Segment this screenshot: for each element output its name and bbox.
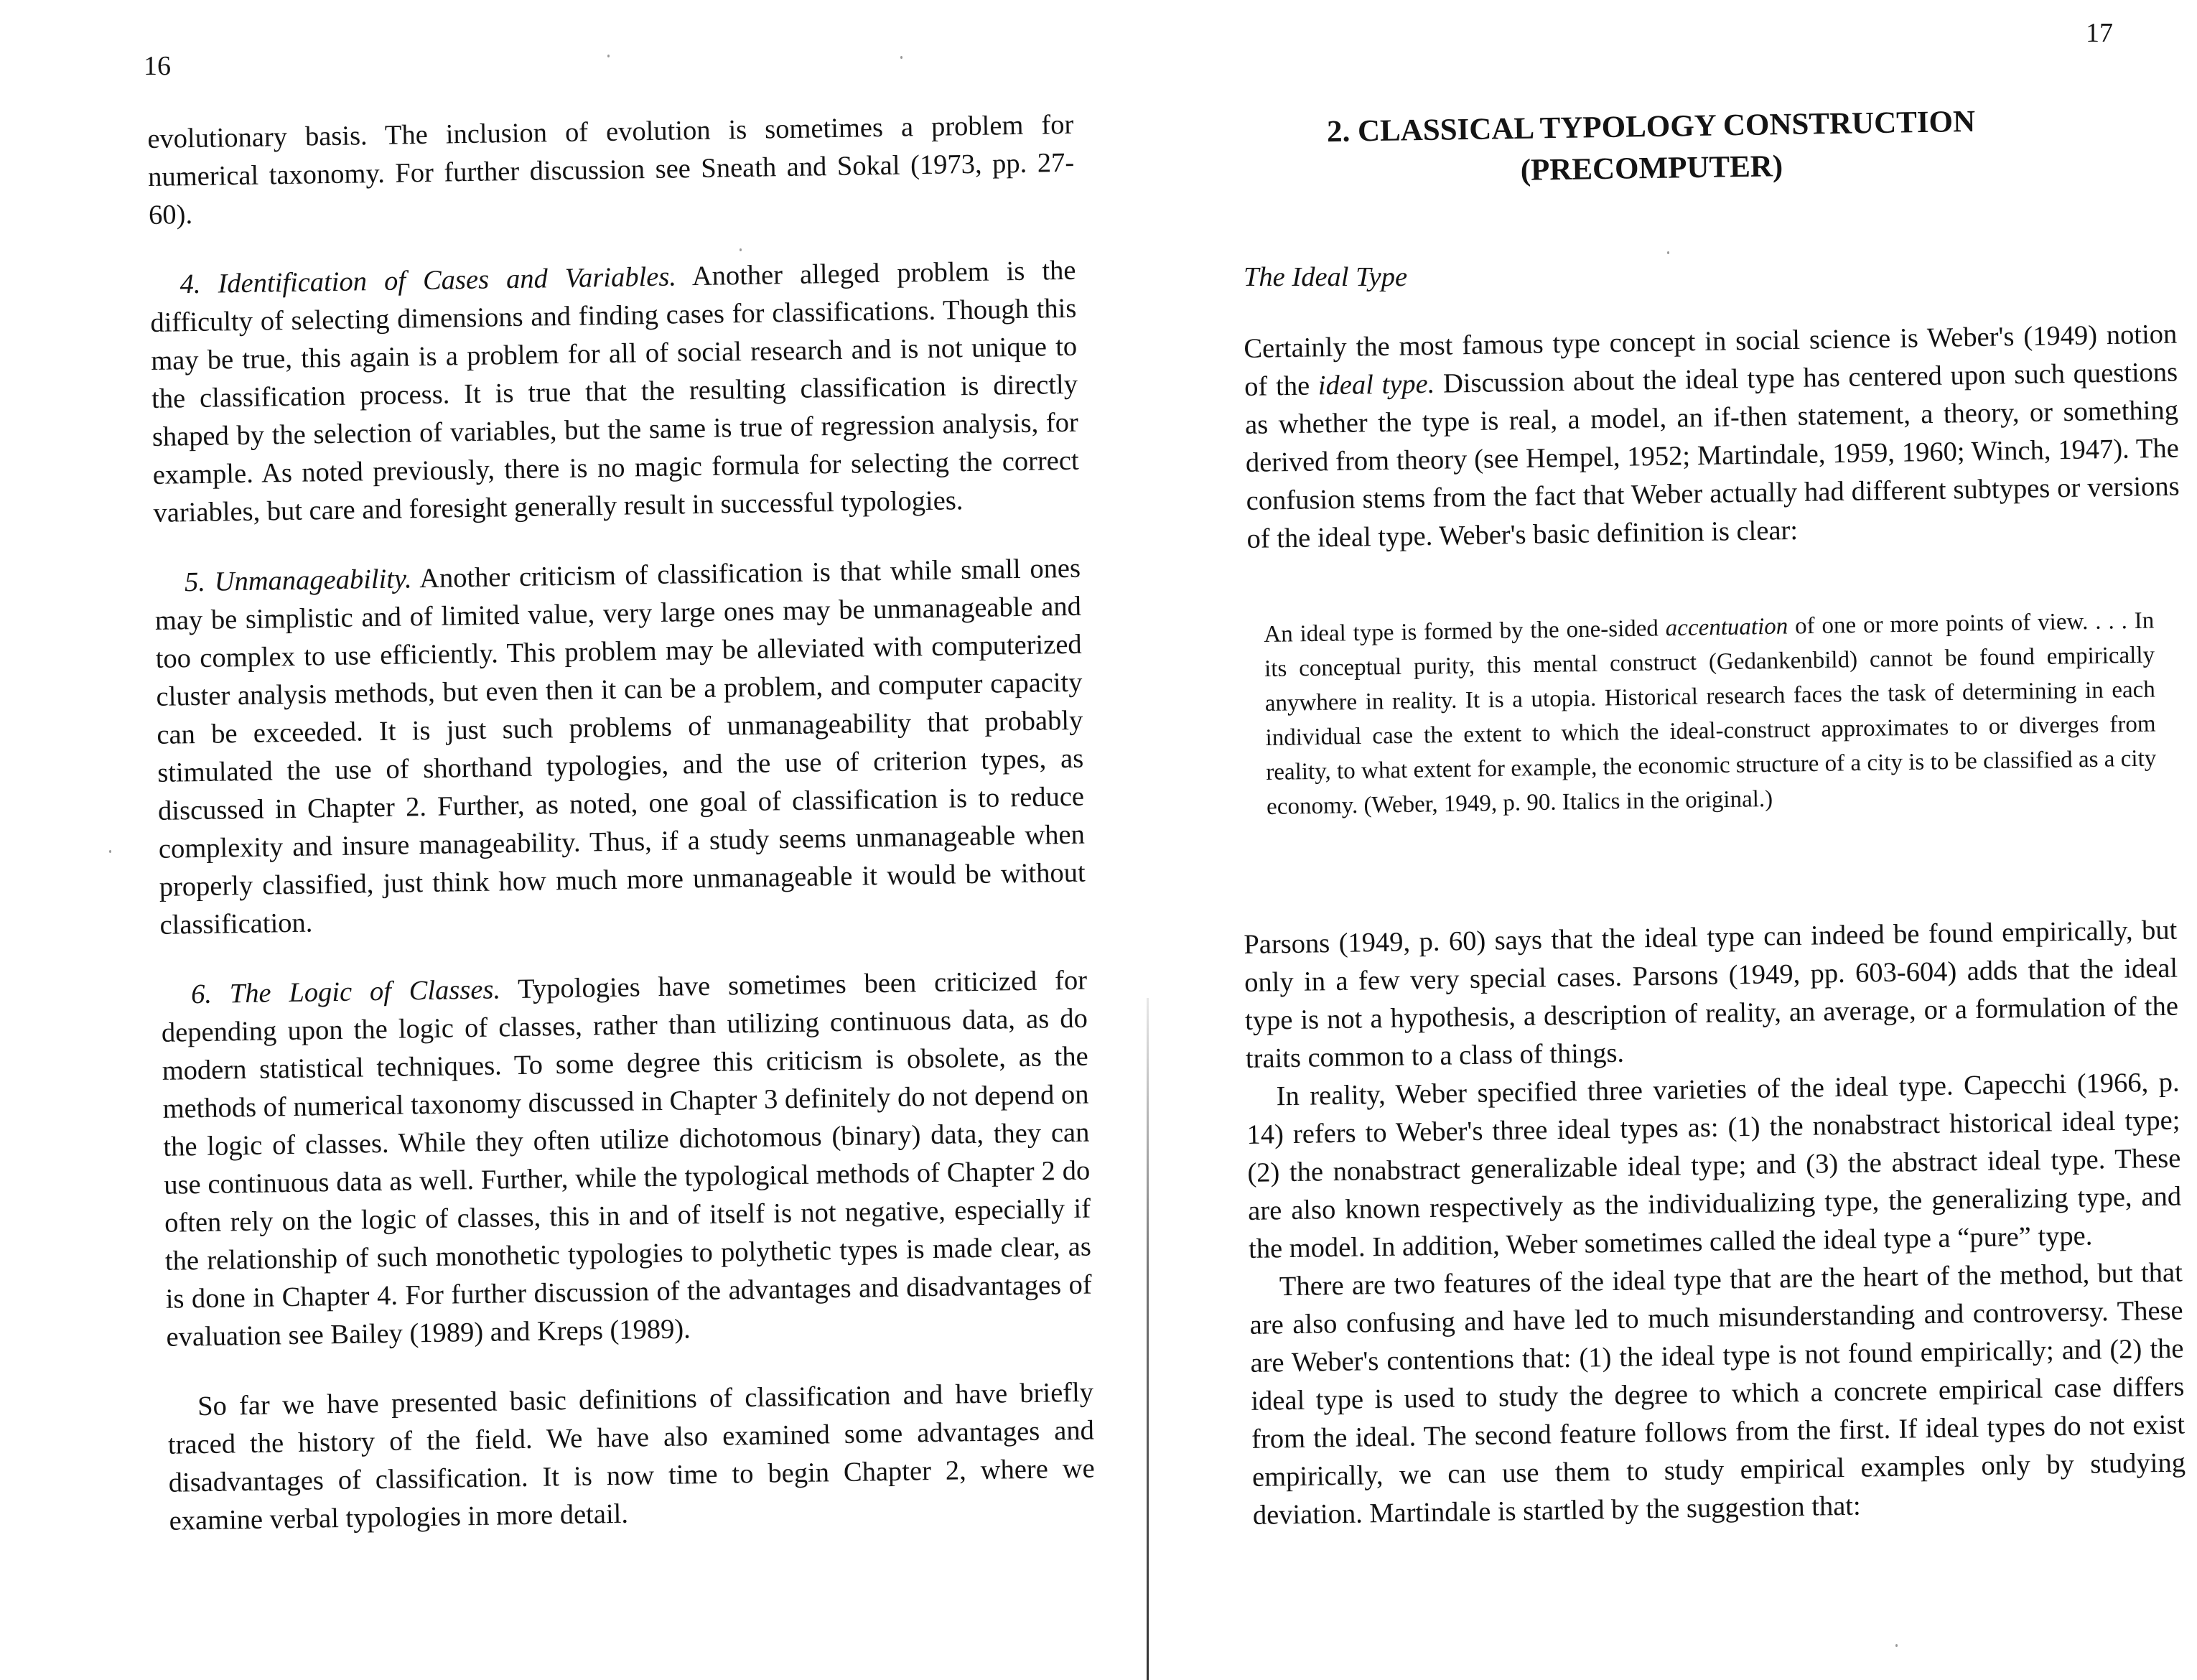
paragraph-summary: So far we have presented basic definitions of classification and have briefly traced the history of the field. We have also examined some advantages and disadvantages of classification. It is now time to begin Chapter 2, where we examine verbal typologies in more detail. [167, 1377, 1095, 1536]
paragraph-three-varieties: In reality, Weber specified three varieties of the ideal type. Capecchi (1966, p. 14) refers to Weber's three ideal types as: (1) the nonabstract historical ideal type; (2) the nonabstract generalizable ideal type; and (3) the abstract ideal type. These are also known respectively as the individualizing type, the generalizing type, and the model. In addition, Weber sometimes called the ideal type a “pure” type. [1246, 1067, 2182, 1264]
paragraph-unmanageability [154, 550, 1086, 945]
identification-heading: 4. Identification of Cases and Variables. [179, 261, 677, 300]
scan-speck [109, 850, 111, 853]
quote-emphasis: accentuation [1665, 613, 1788, 642]
quote-text-a: An ideal type is formed by the one-sided [1264, 615, 1666, 648]
scan-speck [607, 55, 610, 57]
intro-text-b: Discussion about the ideal type has centered upon such questions as whether the type is real, a model, an if-then statement, a theory, or something derived from theory (see Hempel, 1952; Martindale, 1959, 1960; Winch, 1947). The confusion stems from the fact that Weber actually had different subtypes or versions of the ideal type. Weber's basic definition is clear: [1244, 357, 2180, 554]
paragraph-parsons: Parsons (1949, p. 60) says that the ideal type can indeed be found empirically, but only in a few very special cases. Parsons (1949, pp. 603-604) adds that the ideal type is not a hypothesis, a description of reality, an average, or a formulation of the traits common to a class of things. [1244, 915, 2179, 1074]
section-heading: The Ideal Type [1244, 262, 1408, 292]
logic-of-classes-text: Typologies have sometimes been criticized for depending upon the logic of classes, rather than utilizing continuous data, as do modern statistical techniques. To some degree this criticism is obsolete, as the methods of numerical taxonomy discussed in Chapter 3 definitely do not depend on the logic of classes. While they often utilize dichotomous (binary) data, they can use continuous data as well. Further, while the typological methods of Chapter 2 do often rely on the logic of classes, this in and of itself is not negative, especially if the relationship of such monothetic typologies to polythetic types is made clear, as is done in Chapter 4. For further discussion of the advantages and disadvantages of evaluation see Bailey (1989) and Kreps (1989). [161, 965, 1092, 1353]
paragraph-identification [149, 252, 1080, 533]
quote-text-b: of one or more points of view. . . . In its conceptual purity, this mental construct (Gedankenbild) cannot be found empirically anywhere in reality. It is a utopia. Historical research faces the task of determining in each individual case the extent to which the ideal-construct approximates to or diverges from reality, to what extent for example, the economic structure of a city is to be classified as a city economy. (Weber, 1949, p. 90. Italics in the original.) [1264, 607, 2157, 820]
weber-blockquote [1264, 604, 2157, 824]
unmanageability-text: Another criticism of classification is that while small ones may be simplistic and of limited value, very large ones may be unmanageable and too complex to use efficiently. This problem may be alleviated with computerized cluster analysis methods, but even then it can be a problem, and computer capacity can be exceeded. It is just such problems of unmanageability that probably stimulated the use of shorthand typologies, and the use of criterion types, as discussed in Chapter 2. Further, as noted, one goal of classification is to reduce complexity and insure manageability. Thus, if a study seems unmanageable when properly classified, just think how much more unmanageable it would be without classification. [154, 553, 1086, 941]
chapter-title-line-1: 2. CLASSICAL TYPOLOGY CONSTRUCTION [1326, 104, 1976, 149]
unmanageability-heading: 5. Unmanageability. [184, 564, 412, 598]
paragraph-ideal-type-intro [1244, 316, 2180, 559]
right-page [1120, 0, 2197, 1680]
right-body-continued [1244, 912, 2186, 1535]
identification-text: Another alleged problem is the difficulty of selecting dimensions and finding cases for classifications. Though this may be true, this again is a problem for all of social research and is not unique to the classification process. It is true that the resulting classification is directly shaped by the selection of variables, but the same is true of regression analysis, for example. As noted previously, there is no magic formula for selecting the correct variables, but care and foresight generally result in successful typologies. [150, 255, 1079, 528]
scan-speck [900, 56, 902, 59]
page-number-left: 16 [144, 51, 171, 81]
left-body-text [147, 106, 1096, 1541]
page-number-right: 17 [2086, 18, 2113, 48]
paragraph-evolution: evolutionary basis. The inclusion of evolution is sometimes a problem for numerical taxonomy. For further discussion see Sneath and Sokal (1973, pp. 27-60). [147, 109, 1075, 230]
book-gutter-line [1147, 998, 1149, 1680]
logic-of-classes-heading: 6. The Logic of Classes. [190, 974, 501, 1010]
right-body-intro [1244, 316, 2180, 559]
intro-emphasis: ideal type. [1317, 368, 1435, 401]
scan-speck [1667, 251, 1669, 254]
scan-speck [1895, 1644, 1898, 1647]
paragraph-two-features: There are two features of the ideal type that are the heart of the method, but that are also confusing and have led to much misunderstanding and controversy. These are Weber's contentions that: (1) the ideal type is not found empirically; and (2) the ideal type is used to study the degree to which a concrete empirical case differs from the ideal. The second feature follows from the first. If ideal types do not exist empirically, we can use them to study empirical examples only by studying deviation. Martindale is startled by the suggestion that: [1249, 1257, 2186, 1531]
chapter-title-line-2: (PRECOMPUTER) [1520, 149, 1783, 187]
chapter-title [1234, 100, 2068, 196]
paragraph-logic-of-classes [161, 962, 1093, 1357]
scan-speck [740, 248, 742, 251]
intro-text-a: Certainly the most famous type concept in social science is Weber's (1949) notion of the [1244, 319, 2178, 402]
